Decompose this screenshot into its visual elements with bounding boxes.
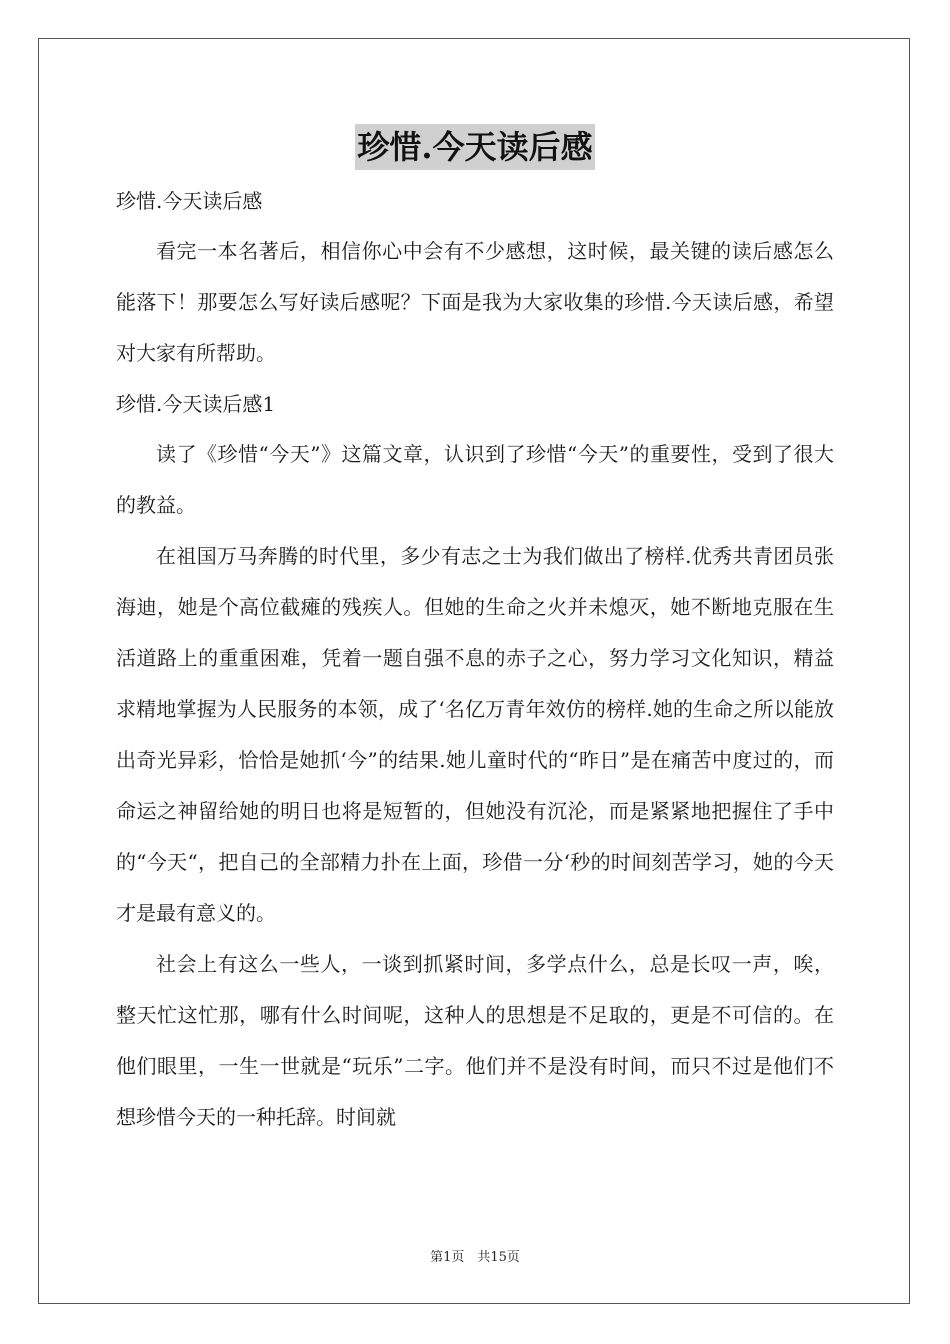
page-number-label: 第1页 共15页 [430,1250,520,1265]
document-body [116,176,834,1143]
document-subtitle: 珍惜.今天读后感 [116,189,263,213]
body-paragraph-3: 社会上有这么一些人，一谈到抓紧时间，多学点什么，总是长叹一声，唉，整天忙这忙那，哪有什么时间呢，这种人的思想是不足取的，更是不可信的。在他们眼里，一生一世就是“玩乐”二字。他们并不是没有时间，而只不过是他们不想珍惜今天的一种托辞。时间就 [116,952,834,1129]
body-paragraph-2: 在祖国万马奔腾的时代里，多少有志之士为我们做出了榜样.优秀共青团员张海迪，她是个高位截瘫的残疾人。但她的生命之火并未熄灭，她不断地克服在生活道路上的重重困难，凭着一题自强不息的赤子之心，努力学习文化知识，精益求精地掌握为人民服务的本领，成了‘名亿万青年效仿的榜样.她的生命之所以能放出奇光异彩，恰恰是她抓‘今”的结果.她儿童时代的“昨日”是在痛苦中度过的，而命运之神留给她的明日也将是短暂的，但她没有沉沦，而是紧紧地把握住了手中的“今天“，把自己的全部精力扑在上面，珍借一分‘秒的时间刻苦学习，她的今天才是最有意义的。 [116,544,834,925]
document-title: 珍惜.今天读后感 [355,124,594,170]
section-heading: 珍惜.今天读后感1 [116,392,276,416]
title-container [0,124,950,170]
body-paragraph-1: 读了《珍惜“今天”》这篇文章，认识到了珍惜“今天”的重要性，受到了很大的教益。 [116,442,834,517]
intro-paragraph: 看完一本名著后，相信你心中会有不少感想，这时候，最关键的读后感怎么能落下！那要怎么写好读后感呢？下面是我为大家收集的珍惜.今天读后感，希望对大家有所帮助。 [116,239,834,365]
page-footer [0,1246,950,1265]
